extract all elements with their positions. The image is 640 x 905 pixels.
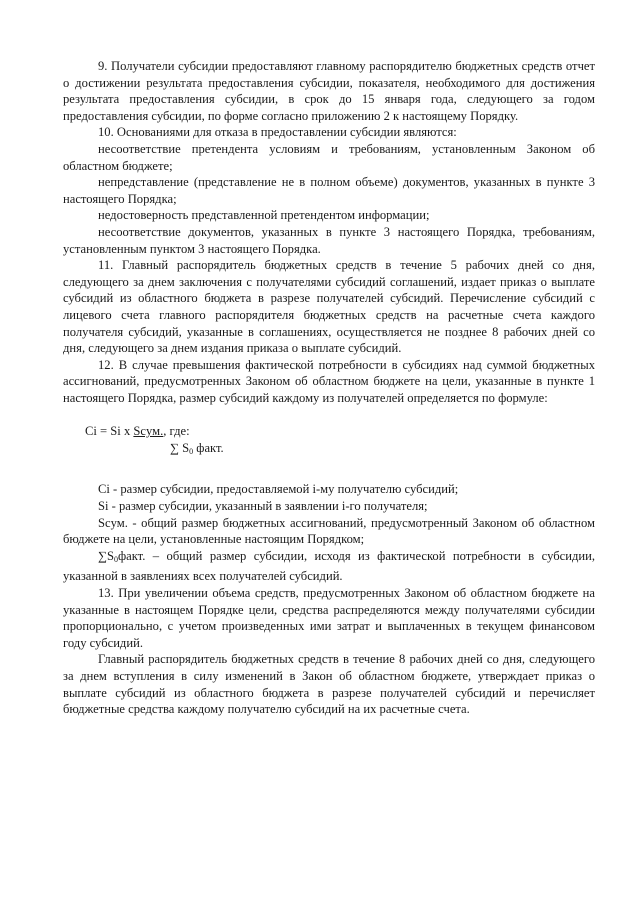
formula-line-2: ∑ $S_0$ факт. — [170, 441, 224, 457]
document-page — [63, 58, 595, 718]
definition-ci: Ci - размер субсидии, предоставляемой i-му получателю субсидий; — [98, 482, 459, 497]
definition-si: Si - размер субсидии, указанный в заявлении i-го получателя; — [98, 499, 428, 514]
refusal-ground-4: несоответствие документов, указанных в пункте 3 настоящего Порядка, требованиям, установленным пунктом 3 настоящего Порядка. — [63, 224, 595, 256]
subsidy-formula — [85, 423, 595, 465]
paragraph-11: 11. Главный распорядитель бюджетных средств в течение 5 рабочих дней со дня, следующего за днем заключения с получателями субсидий соглашений, издает приказ о выплате субсидий из областного бюджета в разрезе получателей субсидий. Перечисление субсидий с лицевого счета главного распорядителя бюджетных средств на расчетные счета каждого получателя субсидий, указанные в соглашениях, осуществляется не позднее 8 рабочих дней со дня, следующего за днем издания приказа о выплате субсидий. — [63, 258, 595, 356]
paragraph-13: 13. При увеличении объема средств, предусмотренных Законом об областном бюджете на указанные в настоящем Порядке цели, средства распределяются между получателями субсидии пропорционально, с учетом произведенных ими затрат и выплаченных в текущем финансовом году субсидий. — [63, 586, 595, 650]
refusal-ground-2: непредставление (представление не в полном объеме) документов, указанных в пункте 3 настоящего Порядка; — [63, 175, 595, 206]
refusal-ground-1: несоответствие претендента условиям и требованиям, установленным Законом об областном бюджете; — [63, 141, 595, 173]
formula-line-1: Ci = Si х Scум., где: — [85, 424, 190, 439]
definition-sum-fact: $\sum S_0факт$. – общий размер субсидии, исходя из фактической потребности в субсидии, указанной в заявлениях всех получателей субсидий. — [63, 548, 595, 584]
paragraph-9: 9. Получатели субсидии предоставляют главному распорядителю бюджетных средств отчет о достижении результата предоставления субсидии, показателя, необходимого для достижения результата предоставления субсидии, в срок до 15 января года, следующего за годом предоставления субсидии, по форме согласно приложению 2 к настоящему Порядку. — [63, 59, 595, 123]
paragraph-10: 10. Основаниями для отказа в предоставлении субсидии являются: — [98, 125, 457, 140]
definition-ssum: Scум. - общий размер бюджетных ассигнований, предусмотренный Законом об областном бюджете на цели, установленные настоящим Порядком; — [63, 515, 595, 547]
refusal-ground-3: недостоверность представленной претендентом информации; — [98, 208, 430, 223]
paragraph-12: 12. В случае превышения фактической потребности в субсидиях над суммой бюджетных ассигнований, предусмотренных Законом об областном бюджете на цели, указанные в пункте 1 настоящего Порядка, размер субсидий каждому из получателей определяется по формуле: — [63, 357, 595, 405]
paragraph-13-continued: Главный распорядитель бюджетных средств в течение 8 рабочих дней со дня, следующего за днем вступления в силу изменений в Закон об областном бюджете, утверждает приказ о выплате субсидий из областного бюджета в разрезе получателей субсидий и перечисляет бюджетные средства каждому получателю субсидий на их расчетные счета. — [63, 652, 595, 717]
